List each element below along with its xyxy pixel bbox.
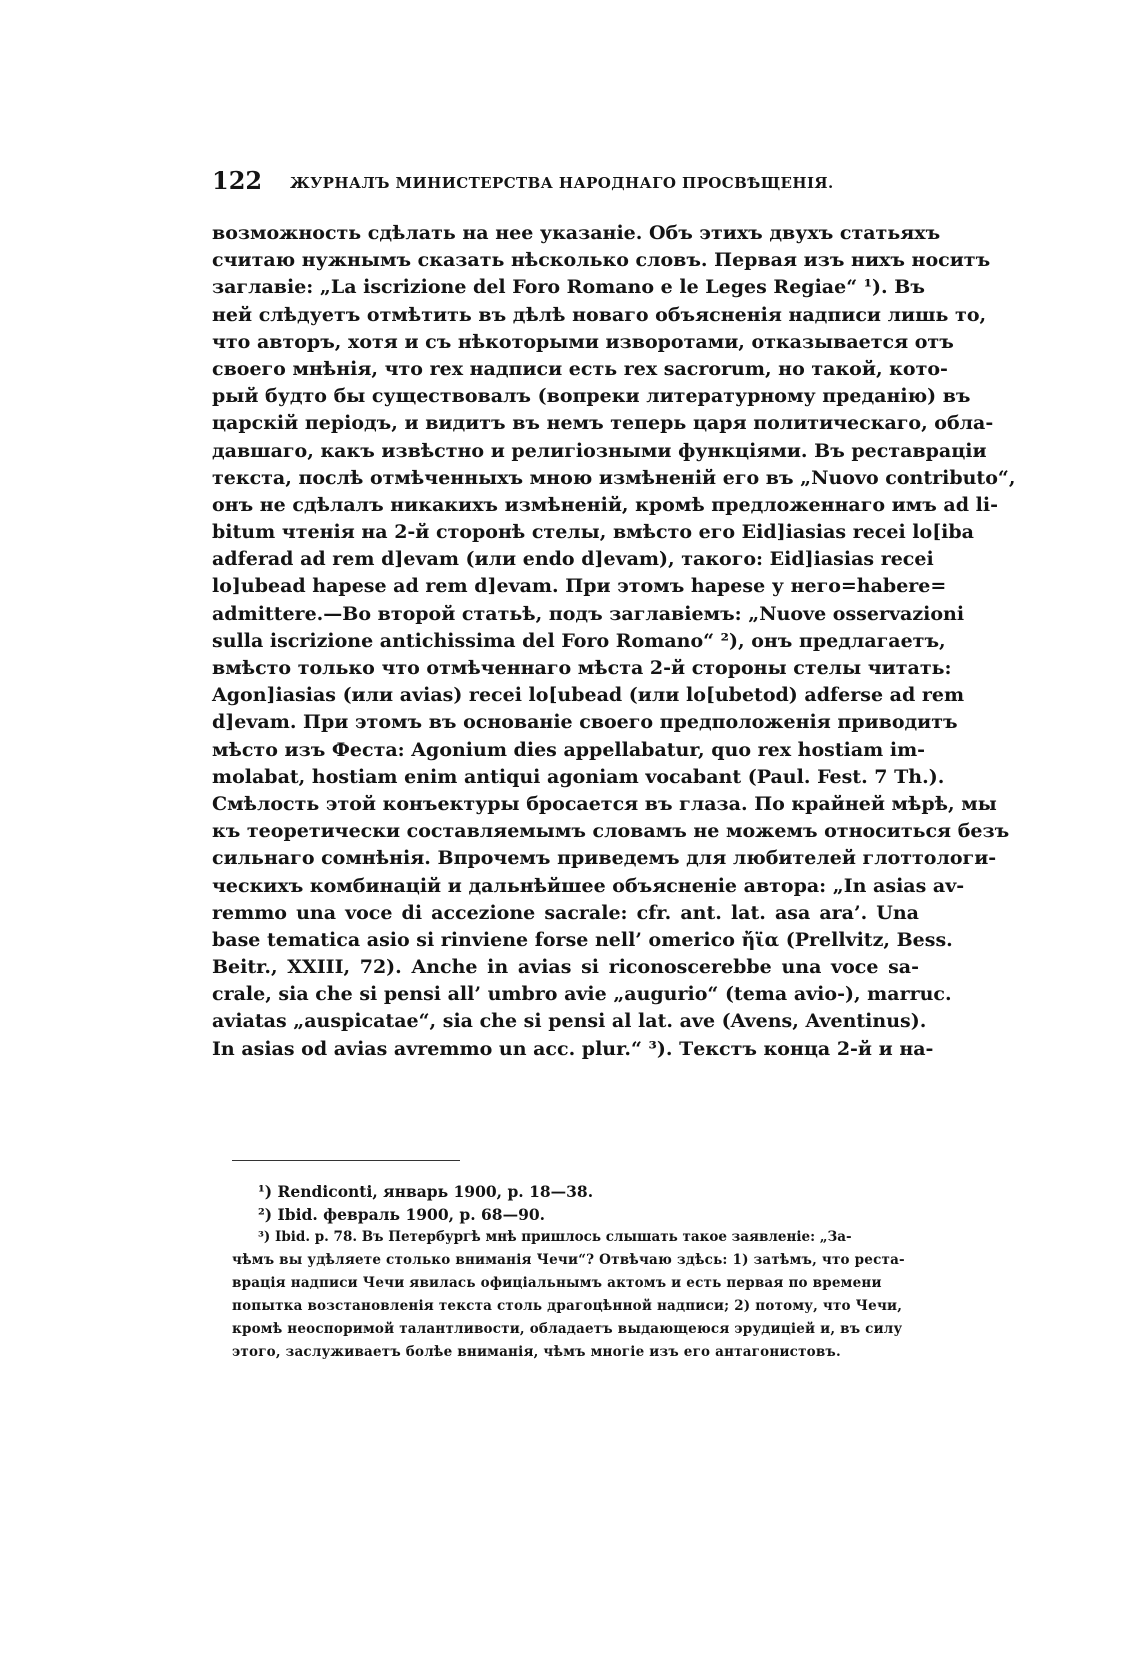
- text-line: вмѣсто только что отмѣченнаго мѣста 2-й стороны стелы читать:: [212, 657, 952, 679]
- text-line: мѣсто изъ Феста: Agonium dies appellabatur, quo rex hostiam im-: [212, 738, 926, 761]
- text-line: bitum чтенія на 2-й сторонѣ стелы, вмѣсто его Eid]iasias recei lo[iba: [212, 521, 974, 544]
- page-number: 122: [212, 166, 263, 195]
- text-line: crale, sia che si pensi all’ umbro avie „augurio“ (tema avio-), marruc.: [212, 983, 952, 1006]
- footnote-3-line: чѣмъ вы удѣляете столько вниманія Чечи“? Отвѣчаю здѣсь: 1) затѣмъ, что реста-: [232, 1252, 905, 1268]
- text-line: sulla iscrizione antichissima del Foro Romano“ ²), онъ предлагаетъ,: [212, 629, 946, 652]
- text-line: своего мнѣнія, что rex надписи есть rex sacrorum, но такой, кото-: [212, 357, 948, 380]
- text-line: заглавіе: „La iscrizione del Foro Romano e le Leges Regiae“ ¹). Въ: [212, 276, 925, 299]
- text-line: онъ не сдѣлалъ никакихъ измѣненій, кромѣ предложеннаго имъ ad li-: [212, 493, 998, 516]
- text-line: рый будто бы существовалъ (вопреки литературному преданію) въ: [212, 385, 971, 408]
- text-line: d]evam. При этомъ въ основаніе своего предположенія приводитъ: [212, 711, 958, 734]
- footnote-3-line: кромѣ неоспоримой талантливости, обладаетъ выдающеюся эрудиціей и, въ силу: [232, 1321, 903, 1337]
- text-line: возможность сдѣлать на нее указаніе. Объ этихъ двухъ статьяхъ: [212, 222, 941, 244]
- text-line: Смѣлость этой конъектуры бросается въ глаза. По крайней мѣрѣ, мы: [212, 792, 997, 815]
- page-header: [212, 166, 912, 196]
- text-line: ческихъ комбинацій и дальнѣйшее объясненіе автора: „In asias av-: [212, 874, 965, 897]
- text-line: Beitr., XXIII, 72). Anche in avias si riconoscerebbe una voce sa-: [212, 956, 919, 979]
- footnote-1: ¹) Rendiconti, январь 1900, p. 18—38.: [258, 1182, 594, 1201]
- text-line: царскій періодъ, и видитъ въ немъ теперь царя политическаго, обла-: [212, 412, 994, 435]
- text-line: считаю нужнымъ сказать нѣсколько словъ. Первая изъ нихъ носитъ: [212, 249, 991, 272]
- footnote-divider: [232, 1160, 460, 1161]
- text-line: molabat, hostiam enim antiqui agoniam vocabant (Paul. Fest. 7 Th.).: [212, 765, 945, 788]
- text-line: In asias od avias avremmo un acc. plur.“ ³). Текстъ конца 2-й и на-: [212, 1037, 934, 1060]
- text-line: текста, послѣ отмѣченныхъ мною измѣненій его въ „Nuovo contributo“,: [212, 466, 1016, 489]
- footnote-3-line: попытка возстановленія текста столь драгоцѣнной надписи; 2) потому, что Чечи,: [232, 1298, 903, 1314]
- text-line: давшаго, какъ извѣстно и религіозными функціями. Въ реставраціи: [212, 439, 987, 462]
- running-title: ЖУРНАЛЪ МИНИСТЕРСТВА НАРОДНАГО ПРОСВѢЩЕНІЯ.: [290, 174, 834, 192]
- text-line: lo]ubead hapese ad rem d]evam. При этомъ hapese у него=habere=: [212, 575, 947, 598]
- footnote-2: ²) Ibid. февраль 1900, p. 68—90.: [258, 1205, 546, 1224]
- text-line: ней слѣдуетъ отмѣтить въ дѣлѣ новаго объясненія надписи лишь то,: [212, 303, 987, 326]
- text-line: aviatas „auspicatae“, sia che si pensi al lat. ave (Avens, Aventinus).: [212, 1010, 927, 1033]
- text-line: admittere.—Во второй статьѣ, подъ заглавіемъ: „Nuove osservazioni: [212, 602, 965, 625]
- body-text: [212, 220, 1016, 1063]
- text-line: remmo una voce di accezione sacrale: cfr. ant. lat. asa ara’. Una: [212, 901, 919, 924]
- text-line: Agon]iasias (или avias) recei lo[ubead (или lo[ubetod) adferse ad rem: [212, 684, 965, 707]
- text-line: сильнаго сомнѣнія. Впрочемъ приведемъ для любителей глоттологи-: [212, 847, 997, 870]
- text-line: что авторъ, хотя и съ нѣкоторыми изворотами, отказывается отъ: [212, 330, 954, 353]
- text-line: adferad ad rem d]evam (или endo d]evam), такого: Eid]iasias recei: [212, 548, 934, 571]
- text-line: къ теоретически составляемымъ словамъ не можемъ относиться безъ: [212, 820, 1010, 843]
- footnote-3: ³) Ibid. p. 78. Въ Петербургѣ мнѣ пришлось слышать такое заявленіе: „За-: [258, 1229, 852, 1245]
- footnotes: [232, 1180, 918, 1364]
- footnote-3-line: этого, заслуживаетъ болѣе вниманія, чѣмъ многіе изъ его антагонистовъ.: [232, 1344, 841, 1360]
- text-line: base tematica asio si rinviene forse nell’ omerico ἤϊα (Prellvitz, Bess.: [212, 928, 953, 951]
- footnote-3-line: врація надписи Чечи явилась офиціальнымъ актомъ и есть первая по времени: [232, 1275, 882, 1291]
